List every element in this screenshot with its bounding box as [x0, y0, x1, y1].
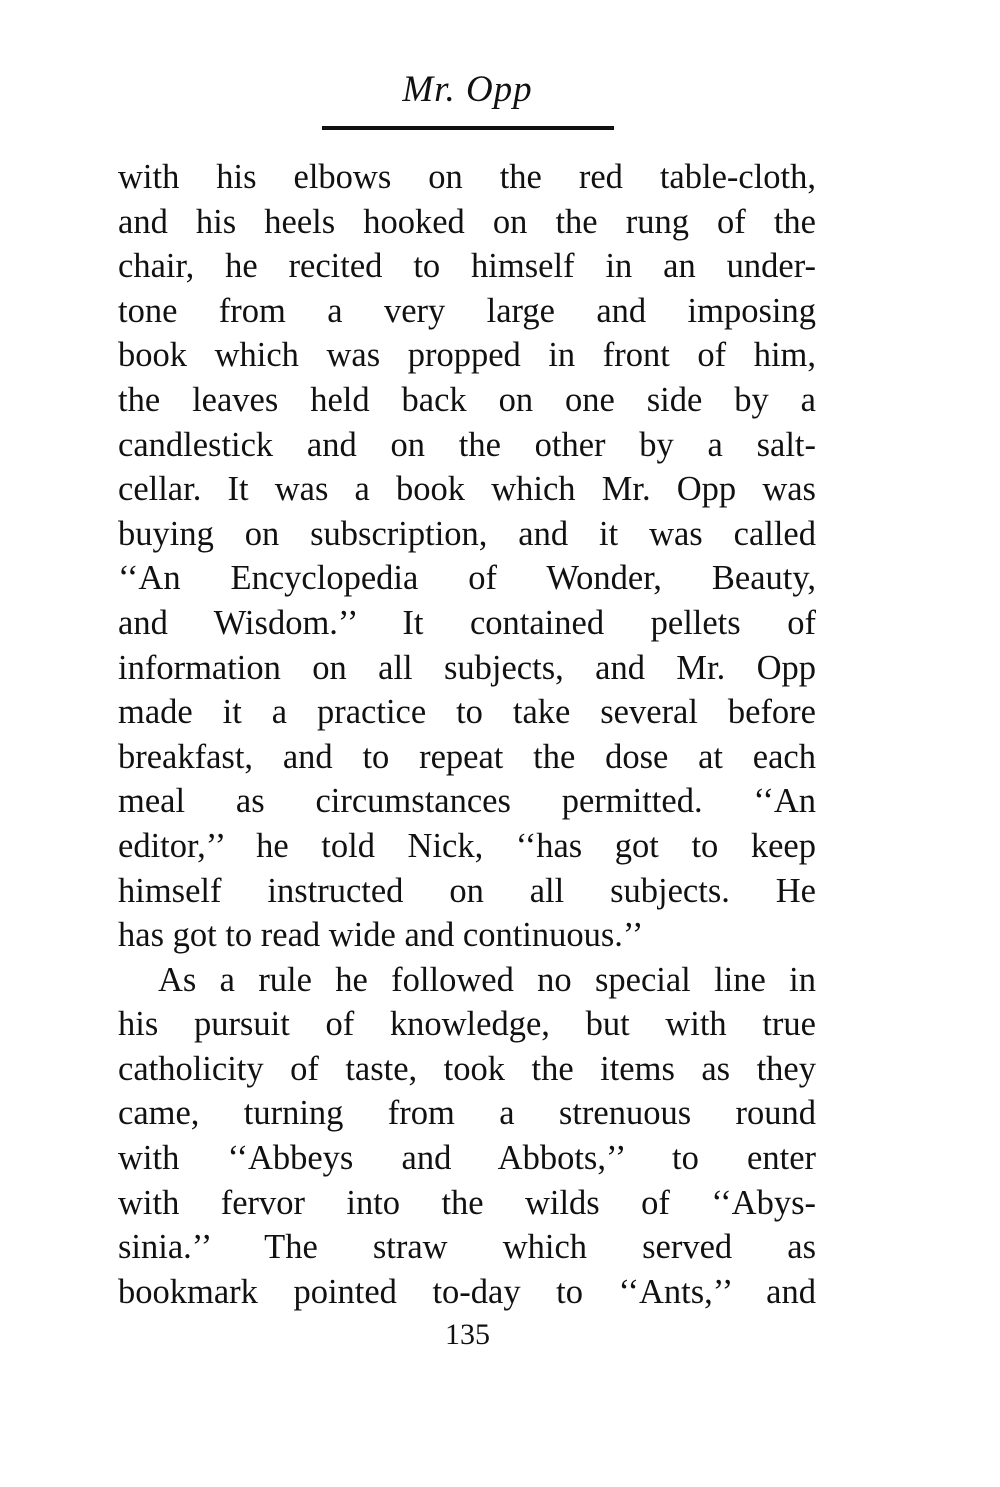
text-line: editor,’’ he told Nick, ‘‘has got to keep [118, 826, 816, 865]
text-line: with fervor into the wilds of ‘‘Abys- [118, 1183, 816, 1222]
text-line: bookmark pointed to-day to ‘‘Ants,’’ and [118, 1272, 816, 1311]
page-number: 135 [445, 1318, 490, 1351]
text-line: came, turning from a strenuous round [118, 1094, 816, 1133]
text-line: information on all subjects, and Mr. Opp [118, 648, 816, 687]
text-line: ‘‘An Encyclopedia of Wonder, Beauty, [118, 559, 816, 598]
body-text [118, 155, 816, 1314]
text-line: himself instructed on all subjects. He [118, 871, 816, 910]
text-line: with ‘‘Abbeys and Abbots,’’ to enter [118, 1139, 816, 1178]
text-line: and Wisdom.’’ It contained pellets of [118, 603, 816, 642]
text-line: candlestick and on the other by a salt- [118, 425, 816, 464]
text-line: book which was propped in front of him, [118, 336, 816, 375]
text-line: his pursuit of knowledge, but with true [118, 1005, 816, 1044]
text-line: made it a practice to take several before [118, 693, 816, 732]
text-line: sinia.’’ The straw which served as [118, 1228, 816, 1267]
text-line: meal as circumstances permitted. ‘‘An [118, 782, 816, 821]
header-rule [322, 126, 614, 130]
text-line: cellar. It was a book which Mr. Opp was [118, 470, 816, 509]
text-line: and his heels hooked on the rung of the [118, 202, 816, 241]
text-line: catholicity of taste, took the items as they [118, 1049, 816, 1088]
paragraph-start-line: As a rule he followed no special line in [158, 960, 816, 999]
text-line: tone from a very large and imposing [118, 291, 816, 330]
running-head: Mr. Opp [402, 69, 533, 110]
text-line: the leaves held back on one side by a [118, 380, 816, 419]
text-line: with his elbows on the red table-cloth, [118, 158, 816, 196]
text-line: buying on subscription, and it was called [118, 514, 816, 553]
text-line: breakfast, and to repeat the dose at each [118, 737, 816, 776]
text-line: chair, he recited to himself in an under- [118, 247, 816, 286]
paragraph-end-line: has got to read wide and continuous.’’ [118, 916, 644, 955]
